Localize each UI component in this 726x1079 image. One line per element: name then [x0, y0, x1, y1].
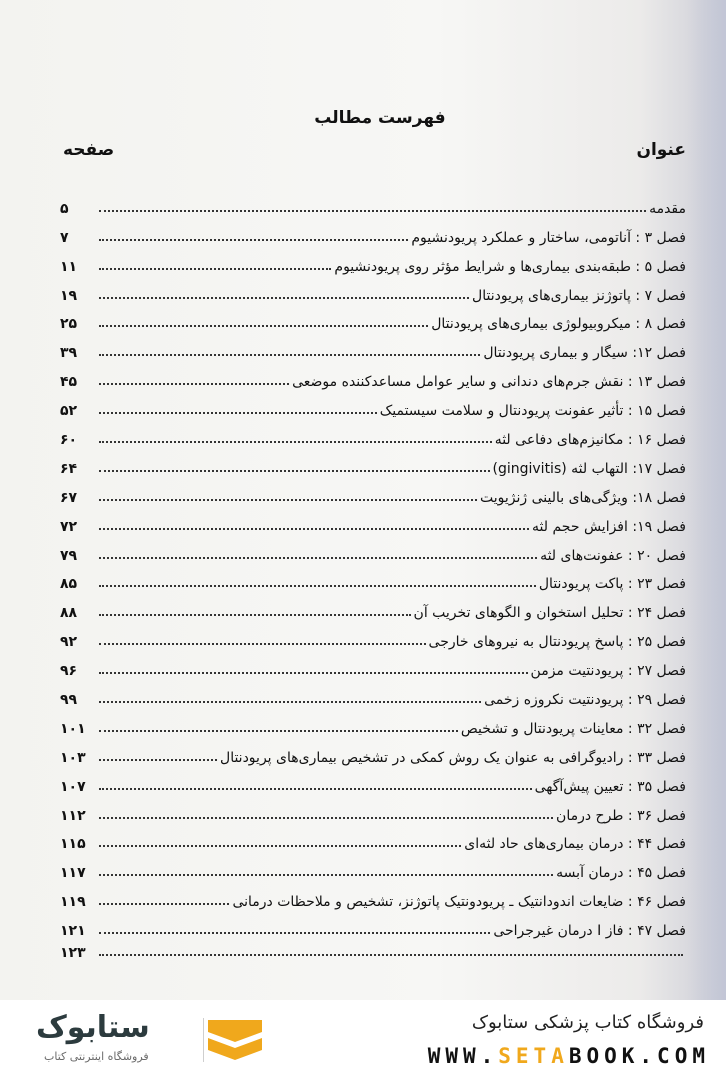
toc-entry-title: فصل ۳ : آناتومی، ساختار و عملکرد پریودنشیوم [411, 229, 686, 246]
toc-entry-title: فصل ۱۹: افزایش حجم لثه [532, 518, 686, 535]
toc-title: فهرست مطالب [314, 108, 446, 128]
toc-entry-list [60, 188, 686, 961]
dot-leader [99, 845, 461, 847]
toc-entry-page: ۵۲ [60, 403, 78, 420]
toc-entry [60, 477, 686, 506]
store-name: فروشگاه کتاب پزشکی ستابوک [471, 1012, 704, 1033]
toc-entry-title: فصل ۴۶ : ضایعات اندودانتیک ـ پریودونتیک پاتوژنز، تشخیص و ملاحظات درمانی [232, 894, 686, 911]
toc-entry-page: ۸۸ [60, 605, 78, 622]
toc-entry [60, 506, 686, 535]
toc-entry-page: ۱۱۷ [60, 865, 86, 882]
toc-entry-page: ۱۹ [60, 287, 78, 304]
toc-entry [60, 448, 686, 477]
toc-entry-page: ۶۰ [60, 432, 78, 449]
toc-entry [60, 852, 686, 881]
toc-entry [60, 361, 686, 390]
toc-entry-title: فصل ۲۰ : عفونت‌های لثه [540, 547, 686, 564]
toc-entry-page: ۱۱۹ [60, 894, 86, 911]
dot-leader [99, 557, 537, 559]
toc-entry [60, 766, 686, 795]
url-accent: SETA [498, 1044, 569, 1068]
dot-leader [99, 932, 490, 934]
dot-leader [99, 210, 646, 212]
dot-leader [99, 817, 553, 819]
toc-entry-title: فصل ۲۳ : پاکت پریودنتال [538, 576, 686, 593]
toc-entry-title: فصل ۳۲ : معاینات پریودنتال و تشخیص [460, 720, 686, 737]
toc-entry-page: ۷۹ [60, 547, 78, 564]
toc-entry-page: ۶۷ [60, 489, 78, 506]
store-footer [0, 1000, 726, 1079]
toc-entry [60, 419, 686, 448]
dot-leader [99, 701, 481, 703]
logo-wordmark: ستابوک [36, 1010, 150, 1045]
dot-leader [99, 585, 536, 587]
toc-entry [60, 592, 686, 621]
toc-entry-page: ۱۲۳ [60, 945, 86, 962]
toc-entry-page: ۹۹ [60, 692, 78, 709]
dot-leader [99, 354, 480, 356]
toc-entry-title: فصل ۴۵ : درمان آبسه [556, 865, 686, 882]
dot-leader [99, 759, 217, 761]
toc-entry [60, 535, 686, 564]
column-header-title: عنوان [636, 140, 686, 160]
toc-entry-title: فصل ۳۳ : رادیوگرافی به عنوان یک روش کمکی در تشخیص بیماری‌های پریودنتال [220, 749, 686, 766]
toc-entry-title: فصل ۱۷: التهاب لثه (gingivitis) [492, 460, 686, 477]
store-url[interactable] [428, 1044, 710, 1068]
dot-leader [99, 297, 469, 299]
toc-entry-page: ۷ [60, 229, 69, 246]
toc-entry-page: ۸۵ [60, 576, 78, 593]
toc-entry-title: فصل ۱۵ : تأثیر عفونت پریودنتال و سلامت سیستمیک [379, 403, 686, 420]
toc-entry-page: ۶۴ [60, 460, 78, 477]
url-suffix: BOOK.COM [568, 1044, 710, 1068]
page-edge-shadow [686, 0, 726, 1000]
dot-leader [99, 643, 426, 645]
toc-entry-title: فصل ۲۴ : تحلیل استخوان و الگوهای تخریب آن [413, 605, 686, 622]
toc-entry-title: فصل ۱۳ : نقش جرم‌های دندانی و سایر عوامل مساعدکننده موضعی [292, 374, 686, 391]
dot-leader [99, 239, 408, 241]
toc-entry [60, 246, 686, 275]
toc-entry [60, 304, 686, 333]
toc-entry [60, 795, 686, 824]
toc-entry-title: فصل ۲۷ : پریودنتیت مزمن [530, 663, 686, 680]
toc-entry-page: ۳۹ [60, 345, 78, 362]
toc-entry-page: ۷۲ [60, 518, 78, 535]
toc-entry-title: مقدمه [649, 200, 686, 217]
toc-entry-title: فصل ۲۹ : پریودنتیت نکروزه زخمی [484, 692, 686, 709]
dot-leader [99, 499, 477, 501]
toc-entry [60, 824, 686, 853]
toc-entry [60, 621, 686, 650]
toc-entry-title: فصل ۷ : پاتوژنز بیماری‌های پریودنتال [472, 287, 686, 304]
dot-leader [99, 874, 553, 876]
toc-entry-title: فصل ۴۴ : درمان بیماری‌های حاد لثه‌ای [464, 836, 686, 853]
logo-chevron-top [208, 1020, 262, 1042]
toc-entry-title: فصل ۳۵ : تعیین پیش‌آگهی [534, 778, 686, 795]
dot-leader [99, 441, 492, 443]
toc-entry-page: ۱۲۱ [60, 923, 86, 940]
dot-leader [99, 325, 428, 327]
toc-entry-page: ۴۵ [60, 374, 78, 391]
dot-leader [99, 528, 529, 530]
toc-entry [60, 332, 686, 361]
toc-entry-title: فصل ۴۷ : فاز I درمان غیرجراحی [493, 923, 686, 940]
toc-entry [60, 910, 686, 939]
toc-entry [60, 564, 686, 593]
toc-entry-title: فصل ۵ : طبقه‌بندی بیماری‌ها و شرایط مؤثر روی پریودنشیوم [334, 258, 686, 275]
toc-entry [60, 708, 686, 737]
toc-entry [60, 650, 686, 679]
bookstore-logo-icon [200, 1016, 270, 1064]
toc-entry-page: ۹۶ [60, 663, 78, 680]
dot-leader [99, 470, 490, 472]
toc-entry-page: ۱۱۵ [60, 836, 86, 853]
toc-entry-page: ۲۵ [60, 316, 78, 333]
dot-leader [99, 730, 458, 732]
toc-entry-title: فصل ۱۲: سیگار و بیماری پریودنتال [483, 345, 686, 362]
url-prefix: WWW. [427, 1044, 499, 1068]
toc-entry-title: فصل ۱۸: ویژگی‌های بالینی ژنژیویت [479, 489, 686, 506]
toc-entry [60, 939, 686, 961]
toc-entry-page: ۵ [60, 200, 69, 217]
toc-entry-page: ۱۰۳ [60, 749, 86, 766]
toc-entry-page: ۱۰۷ [60, 778, 86, 795]
toc-entry-title: فصل ۲۵ : پاسخ پریودنتال به نیروهای خارجی [428, 634, 686, 651]
dot-leader [99, 672, 528, 674]
toc-entry-page: ۹۲ [60, 634, 78, 651]
column-header-page: صفحه [63, 140, 115, 160]
dot-leader [99, 903, 229, 905]
dot-leader [99, 954, 683, 956]
toc-entry-title: فصل ۳۶ : طرح درمان [556, 807, 686, 824]
toc-entry-page: ۱۰۱ [60, 720, 86, 737]
dot-leader [99, 412, 377, 414]
dot-leader [99, 268, 331, 270]
toc-entry [60, 679, 686, 708]
toc-entry [60, 275, 686, 304]
toc-entry [60, 881, 686, 910]
dot-leader [99, 614, 411, 616]
logo-subtitle: فروشگاه اینترنتی کتاب [44, 1050, 149, 1063]
toc-entry-title: فصل ۱۶ : مکانیزم‌های دفاعی لثه [494, 432, 686, 449]
dot-leader [99, 383, 289, 385]
dot-leader [99, 788, 532, 790]
toc-entry [60, 217, 686, 246]
toc-entry [60, 390, 686, 419]
toc-entry [60, 188, 686, 217]
toc-entry [60, 737, 686, 766]
toc-entry-page: ۱۱۲ [60, 807, 86, 824]
toc-entry-title: فصل ۸ : میکروبیولوژی بیماری‌های پریودنتال [431, 316, 686, 333]
toc-entry-page: ۱۱ [60, 258, 78, 275]
